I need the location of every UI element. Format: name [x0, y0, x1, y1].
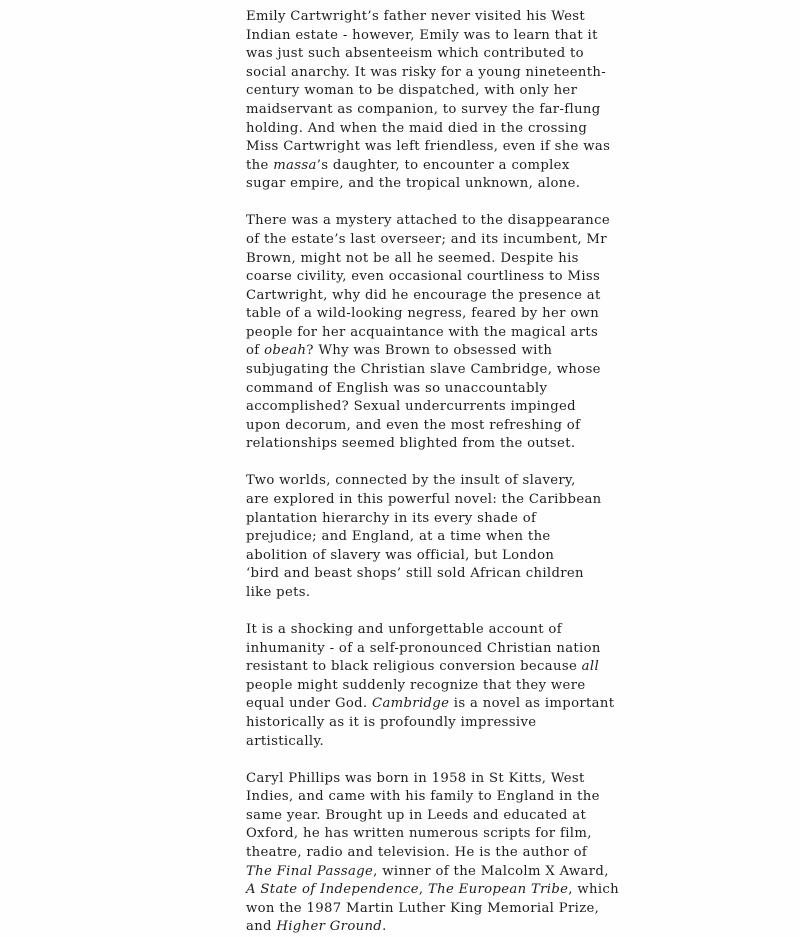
text-run: same year. Brought up in Leeds and educated at	[246, 807, 587, 823]
text-run: subjugating the Christian slave Cambridge, whose	[246, 362, 601, 378]
italic-word-all: all	[581, 659, 600, 675]
text-line	[246, 342, 786, 361]
text-run: people for her acquaintance with the magical arts	[246, 324, 599, 340]
text-line	[246, 212, 786, 231]
italic-title-the-final-passage: The Final Passage	[246, 863, 374, 879]
text-line	[246, 714, 786, 733]
text-run: accomplished? Sexual undercurrents impinged	[246, 399, 576, 415]
text-line	[246, 788, 786, 807]
text-run: of	[246, 343, 265, 359]
text-run: , winner of the Malcolm X Award,	[373, 863, 609, 879]
text-run: the	[246, 157, 274, 173]
text-run: Cartwright, why did he encourage the presence at	[246, 287, 601, 303]
text-line	[246, 435, 786, 454]
blurb-paragraph	[246, 212, 786, 454]
text-run: table of a wild-looking negress, feared by her own	[246, 306, 600, 322]
text-run: is a novel as important	[449, 696, 615, 712]
text-line	[246, 231, 786, 250]
text-run: Emily Cartwright’s father never visited his West	[246, 9, 586, 24]
text-run: was just such absenteeism which contributed to	[246, 46, 584, 62]
text-line	[246, 584, 786, 603]
italic-title-a-state-of-independence: A State of Independence	[246, 882, 419, 898]
text-line	[246, 770, 786, 789]
text-line	[246, 510, 786, 529]
book-back-cover-blurb	[246, 8, 786, 937]
text-run: It is a shocking and unforgettable account of	[246, 621, 562, 637]
text-run: ,	[418, 882, 428, 898]
text-run: relationships seemed blighted from the outset.	[246, 436, 576, 452]
text-line	[246, 807, 786, 826]
blurb-paragraph	[246, 472, 786, 602]
text-line	[246, 863, 786, 882]
author-bio-paragraph	[246, 770, 786, 937]
text-run: sugar empire, and the tropical unknown, alone.	[246, 176, 581, 192]
text-run: prejudice; and England, at a time when the	[246, 529, 551, 545]
text-run: .	[382, 919, 387, 935]
text-run: Indian estate - however, Emily was to learn that it	[246, 27, 598, 43]
text-line	[246, 621, 786, 640]
text-run: won the 1987 Martin Luther King Memorial Prize,	[246, 900, 600, 916]
text-line	[246, 101, 786, 120]
text-run: are explored in this powerful novel: the Caribbean	[246, 492, 602, 508]
italic-title-cambridge: Cambridge	[372, 696, 450, 712]
text-run: ’s daughter, to encounter a complex	[316, 157, 570, 173]
text-run: Brown, might not be all he seemed. Despite his	[246, 250, 579, 266]
text-run: ‘bird and beast shops’ still sold African children	[246, 566, 584, 582]
text-run: like pets.	[246, 585, 311, 600]
text-run: of the estate’s last overseer; and its incumbent, Mr	[246, 231, 607, 247]
text-line	[246, 250, 786, 269]
text-line	[246, 324, 786, 343]
text-line	[246, 417, 786, 436]
text-line	[246, 157, 786, 176]
italic-title-the-european-tribe: The European Tribe	[427, 882, 569, 898]
text-line	[246, 844, 786, 863]
text-run: ? Why was Brown to obsessed with	[306, 343, 553, 359]
text-line	[246, 45, 786, 64]
text-line	[246, 733, 786, 752]
text-line	[246, 918, 786, 937]
text-run: social anarchy. It was risky for a young nineteenth-	[246, 64, 607, 80]
text-run: plantation hierarchy in its every shade of	[246, 510, 537, 526]
text-run: There was a mystery attached to the disappearance	[246, 213, 611, 229]
text-line	[246, 900, 786, 919]
text-line	[246, 380, 786, 399]
text-line	[246, 268, 786, 287]
text-line	[246, 547, 786, 566]
italic-title-higher-ground: Higher Ground	[276, 919, 383, 935]
text-line	[246, 491, 786, 510]
text-line	[246, 677, 786, 696]
text-run: people might suddenly recognize that they were	[246, 677, 586, 693]
blurb-paragraph	[246, 8, 786, 194]
text-run: command of English was so unaccountably	[246, 380, 548, 396]
text-line	[246, 305, 786, 324]
italic-word-massa: massa	[273, 157, 317, 173]
text-run: and	[246, 919, 277, 935]
text-run: Caryl Phillips was born in 1958 in St Kitts, West	[246, 770, 585, 786]
text-line	[246, 64, 786, 83]
text-run: coarse civility, even occasional courtliness to Miss	[246, 269, 601, 285]
text-line	[246, 528, 786, 547]
text-run: maidservant as companion, to survey the far-flung	[246, 101, 601, 117]
text-line	[246, 120, 786, 139]
text-run: Indies, and came with his family to England in the	[246, 789, 600, 805]
text-line	[246, 398, 786, 417]
text-line	[246, 138, 786, 157]
text-line	[246, 825, 786, 844]
text-line	[246, 565, 786, 584]
text-run: holding. And when the maid died in the crossing	[246, 120, 588, 136]
text-line	[246, 8, 786, 27]
text-line	[246, 175, 786, 194]
text-run: Miss Cartwright was left friendless, even if she was	[246, 139, 611, 155]
text-run: inhumanity - of a self-pronounced Christian nation	[246, 640, 601, 656]
text-run: abolition of slavery was official, but London	[246, 547, 555, 563]
text-run: artistically.	[246, 733, 325, 749]
text-line	[246, 695, 786, 714]
text-line	[246, 287, 786, 306]
text-run: Oxford, he has written numerous scripts for film,	[246, 826, 592, 842]
text-run: upon decorum, and even the most refreshing of	[246, 417, 581, 433]
text-run: historically as it is profoundly impressive	[246, 714, 537, 730]
text-line	[246, 472, 786, 491]
text-run: , which	[568, 882, 620, 898]
blurb-paragraph	[246, 621, 786, 751]
text-run: resistant to black religious conversion because	[246, 659, 582, 675]
text-line	[246, 82, 786, 101]
text-run: equal under God.	[246, 696, 372, 712]
text-line	[246, 640, 786, 659]
italic-word-obeah: obeah	[264, 343, 307, 359]
text-line	[246, 658, 786, 677]
text-run: theatre, radio and television. He is the author of	[246, 844, 588, 860]
text-run: century woman to be dispatched, with only her	[246, 83, 578, 99]
text-run: Two worlds, connected by the insult of slavery,	[246, 473, 576, 489]
text-line	[246, 881, 786, 900]
text-line	[246, 361, 786, 380]
text-line	[246, 27, 786, 46]
